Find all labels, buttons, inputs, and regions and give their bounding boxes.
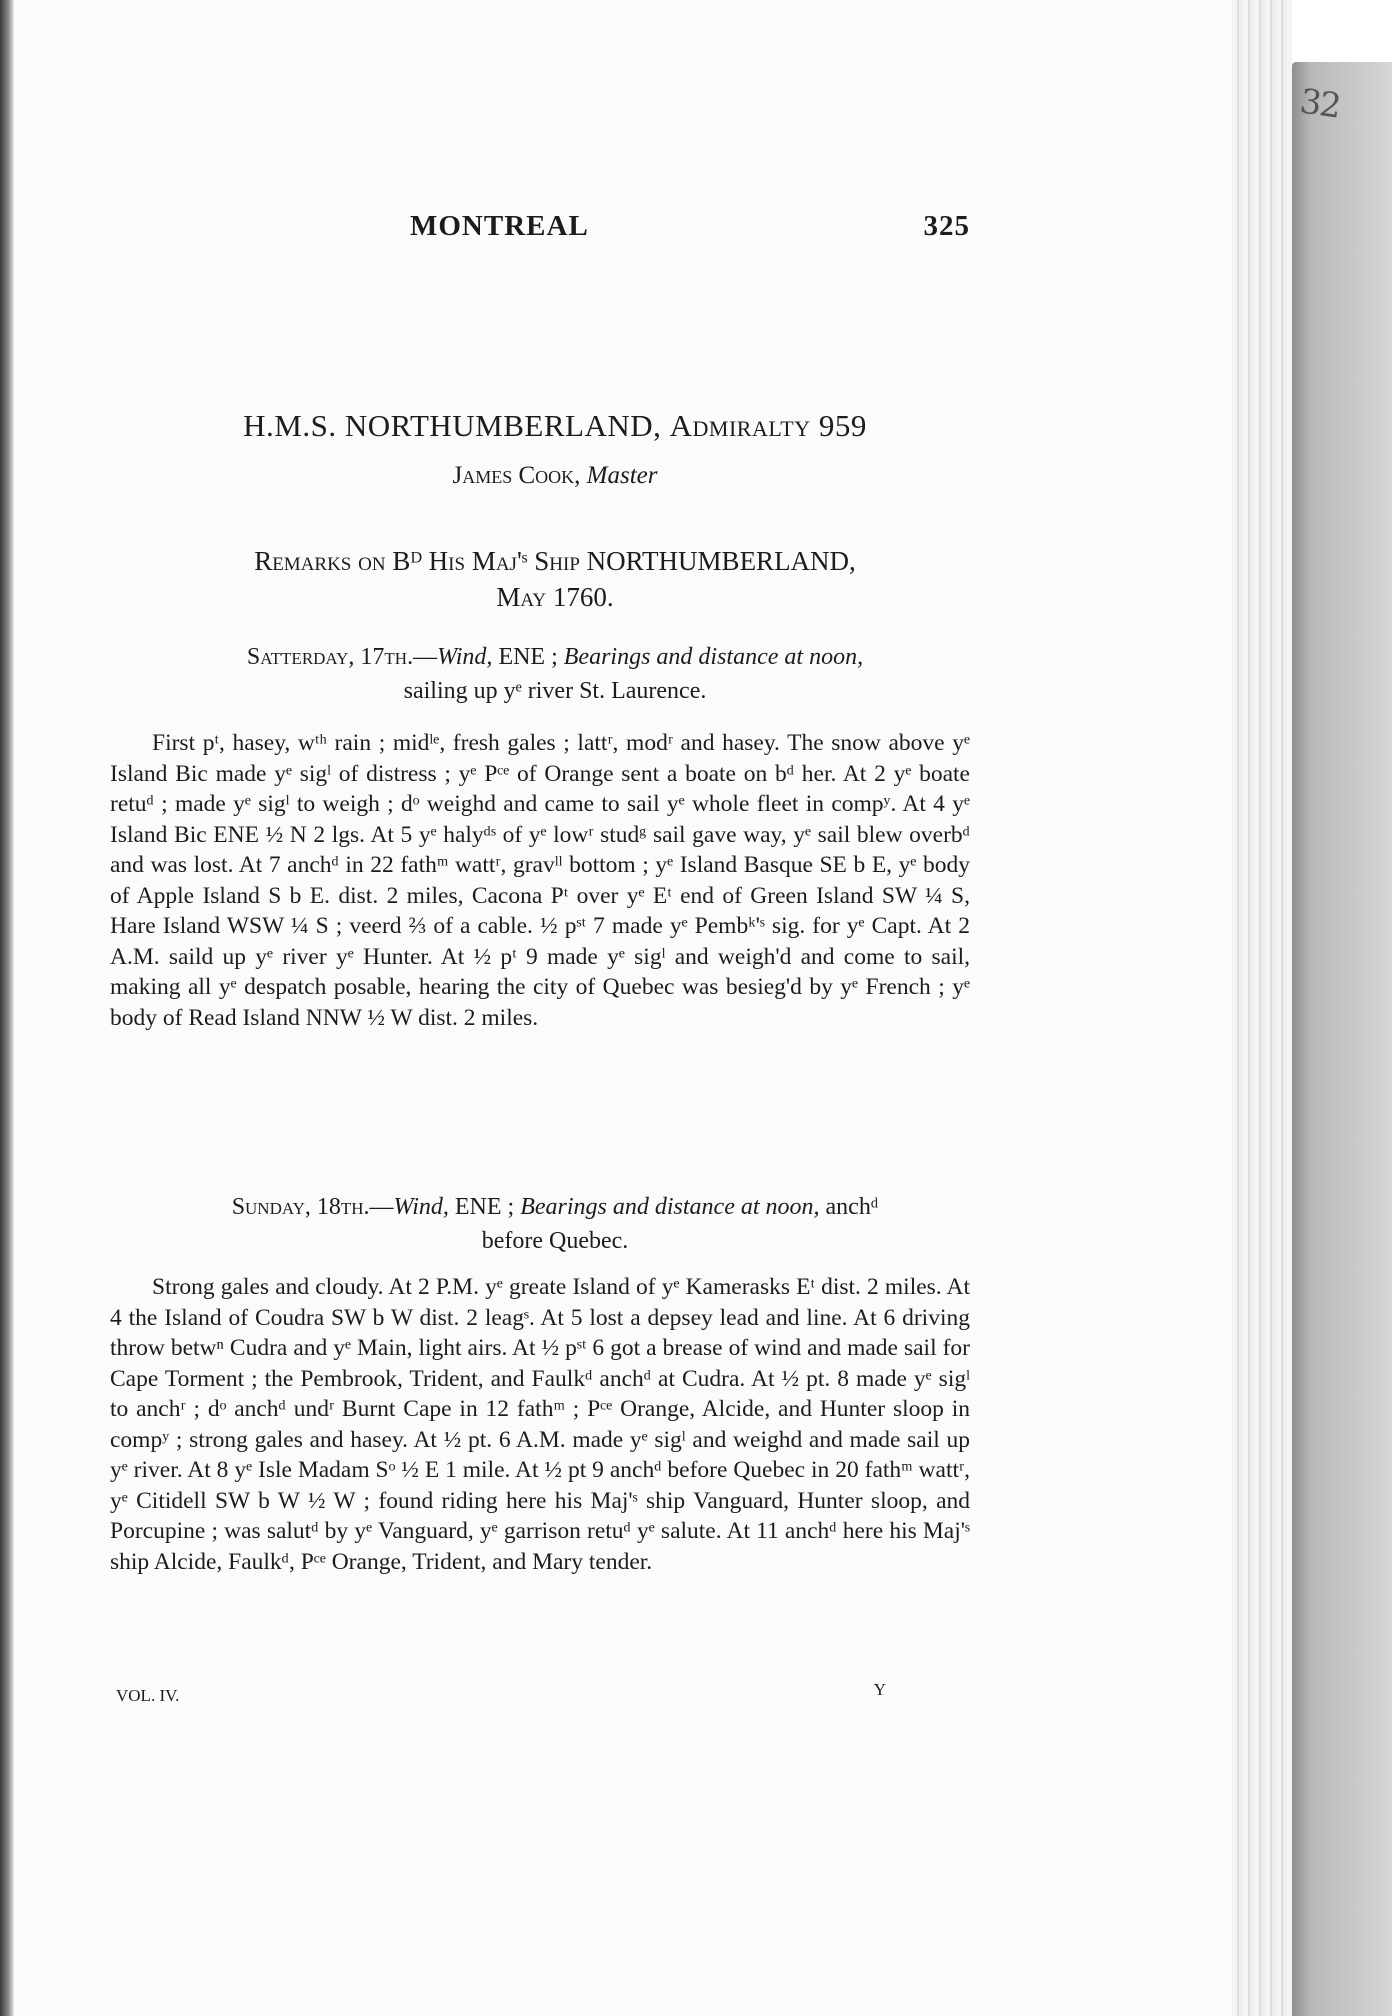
entry-text: First pᵗ, hasey, wᵗʰ rain ; midˡᵉ, fresh gales ; lattʳ, modʳ and hasey. The snow above yᵉ Island Bic made yᵉ sigˡ of distress ; yᵉ Pᶜᵉ of Orange sent a boate on bᵈ her. At 2 yᵉ boate retuᵈ ; made yᵉ sigˡ to weigh ; dᵒ weighd and came to sail yᵉ whole fleet in compʸ. At 4 yᵉ Island Bic ENE ½ N 2 lgs. At 5 yᵉ halyᵈˢ of yᵉ lowʳ studᵍ sail gave way, yᵉ sail blew overbᵈ and was lost. At 7 anchᵈ in 22 fathᵐ wattʳ, gravˡˡ bottom ; yᵉ Island Basque SE b E, yᵉ body of Apple Island S b E. dist. 2 miles, Cacona Pᵗ over yᵉ Eᵗ end of Green Island SW ¼ S, Hare Island WSW ¼ S ; veerd ⅔ of a cable. ½ pˢᵗ 7 made yᵉ Pembᵏ'ˢ sig. for yᵉ Capt. At 2 A.M. saild up yᵉ river yᵉ Hunter. At ½ pᵗ 9 made yᵉ sigˡ and weigh'd and come to sail, making all yᵉ despatch posable, hearing the city of Quebec was besieg'd by yᵉ French ; yᵉ body of Read Island NNW ½ W dist. 2 miles. xyxy=(110,730,970,1031)
page-edges xyxy=(1232,0,1292,2016)
entry-day: Sunday, 18th.— xyxy=(231,1194,394,1220)
book-gutter xyxy=(0,0,14,2016)
entry-heading xyxy=(140,640,970,708)
wind-value: ENE ; xyxy=(498,644,558,670)
book-cover xyxy=(1292,62,1392,2016)
bearings-value: sailing up yᵉ river St. Laurence. xyxy=(403,678,707,704)
page-number: 325 xyxy=(923,210,970,242)
entry-day: Satterday, 17th.— xyxy=(246,644,438,670)
bearings-value-a: anchᵈ xyxy=(825,1194,879,1220)
bearings-label: Bearings and distance at noon, xyxy=(563,644,864,670)
ship-heading xyxy=(140,408,970,444)
running-head xyxy=(140,210,970,250)
volume-label: VOL. IV. xyxy=(116,1686,180,1705)
entry-heading xyxy=(140,1190,970,1258)
master-line xyxy=(140,462,970,490)
admiralty-ref: Admiralty 959 xyxy=(669,408,867,443)
master-name: James Cook, xyxy=(452,462,581,489)
bearings-value: before Quebec. xyxy=(481,1228,629,1254)
remarks-line-1: Remarks on Bᴰ His Maj'ˢ Ship NORTHUMBERLAND, xyxy=(254,546,856,576)
entry-text: Strong gales and cloudy. At 2 P.M. yᵉ greate Island of yᵉ Kamerasks Eᵗ dist. 2 miles. At 4 the Island of Coudra SW b W dist. 2 leagˢ. At 5 lost a depsey lead and line. At 6 driving throw betwⁿ Cudra and yᵉ Main, light airs. At ½ pˢᵗ 6 got a brease of wind and made sail for Cape Torment ; the Pembrook, Trident, and Faulkᵈ anchᵈ at Cudra. At ½ pt. 8 made yᵉ sigˡ to anchʳ ; dᵒ anchᵈ undʳ Burnt Cape in 12 fathᵐ ; Pᶜᵉ Orange, Alcide, and Hunter sloop in compʸ ; strong gales and hasey. At ½ pt. 6 A.M. made yᵉ sigˡ and weighd and made sail up yᵉ river. At 8 yᵉ Isle Madam Sᵒ ½ E 1 mile. At ½ pt 9 anchᵈ before Quebec in 20 fathᵐ wattʳ, yᵉ Citidell SW b W ½ W ; found riding here his Maj'ˢ ship Vanguard, Hunter sloop, and Porcupine ; was salutᵈ by yᵉ Vanguard, yᵉ garrison retuᵈ yᵉ salute. At 11 anchᵈ here his Maj'ˢ ship Alcide, Faulkᵈ, Pᶜᵉ Orange, Trident, and Mary tender. xyxy=(110,1274,970,1575)
remarks-heading xyxy=(140,543,970,615)
bearings-label: Bearings and distance at noon, xyxy=(520,1194,820,1220)
wind-value: ENE ; xyxy=(454,1194,515,1220)
signature-mark: Y xyxy=(873,1680,886,1699)
master-role: Master xyxy=(586,462,658,489)
wind-label: Wind, xyxy=(393,1194,449,1220)
wind-label: Wind, xyxy=(437,644,493,670)
ship-name: H.M.S. NORTHUMBERLAND, xyxy=(243,408,662,443)
page-footer xyxy=(116,1680,886,1710)
margin-mark: 32 xyxy=(1297,81,1342,127)
running-head-title: MONTREAL xyxy=(410,210,589,242)
remarks-line-2: May 1760. xyxy=(496,582,614,612)
